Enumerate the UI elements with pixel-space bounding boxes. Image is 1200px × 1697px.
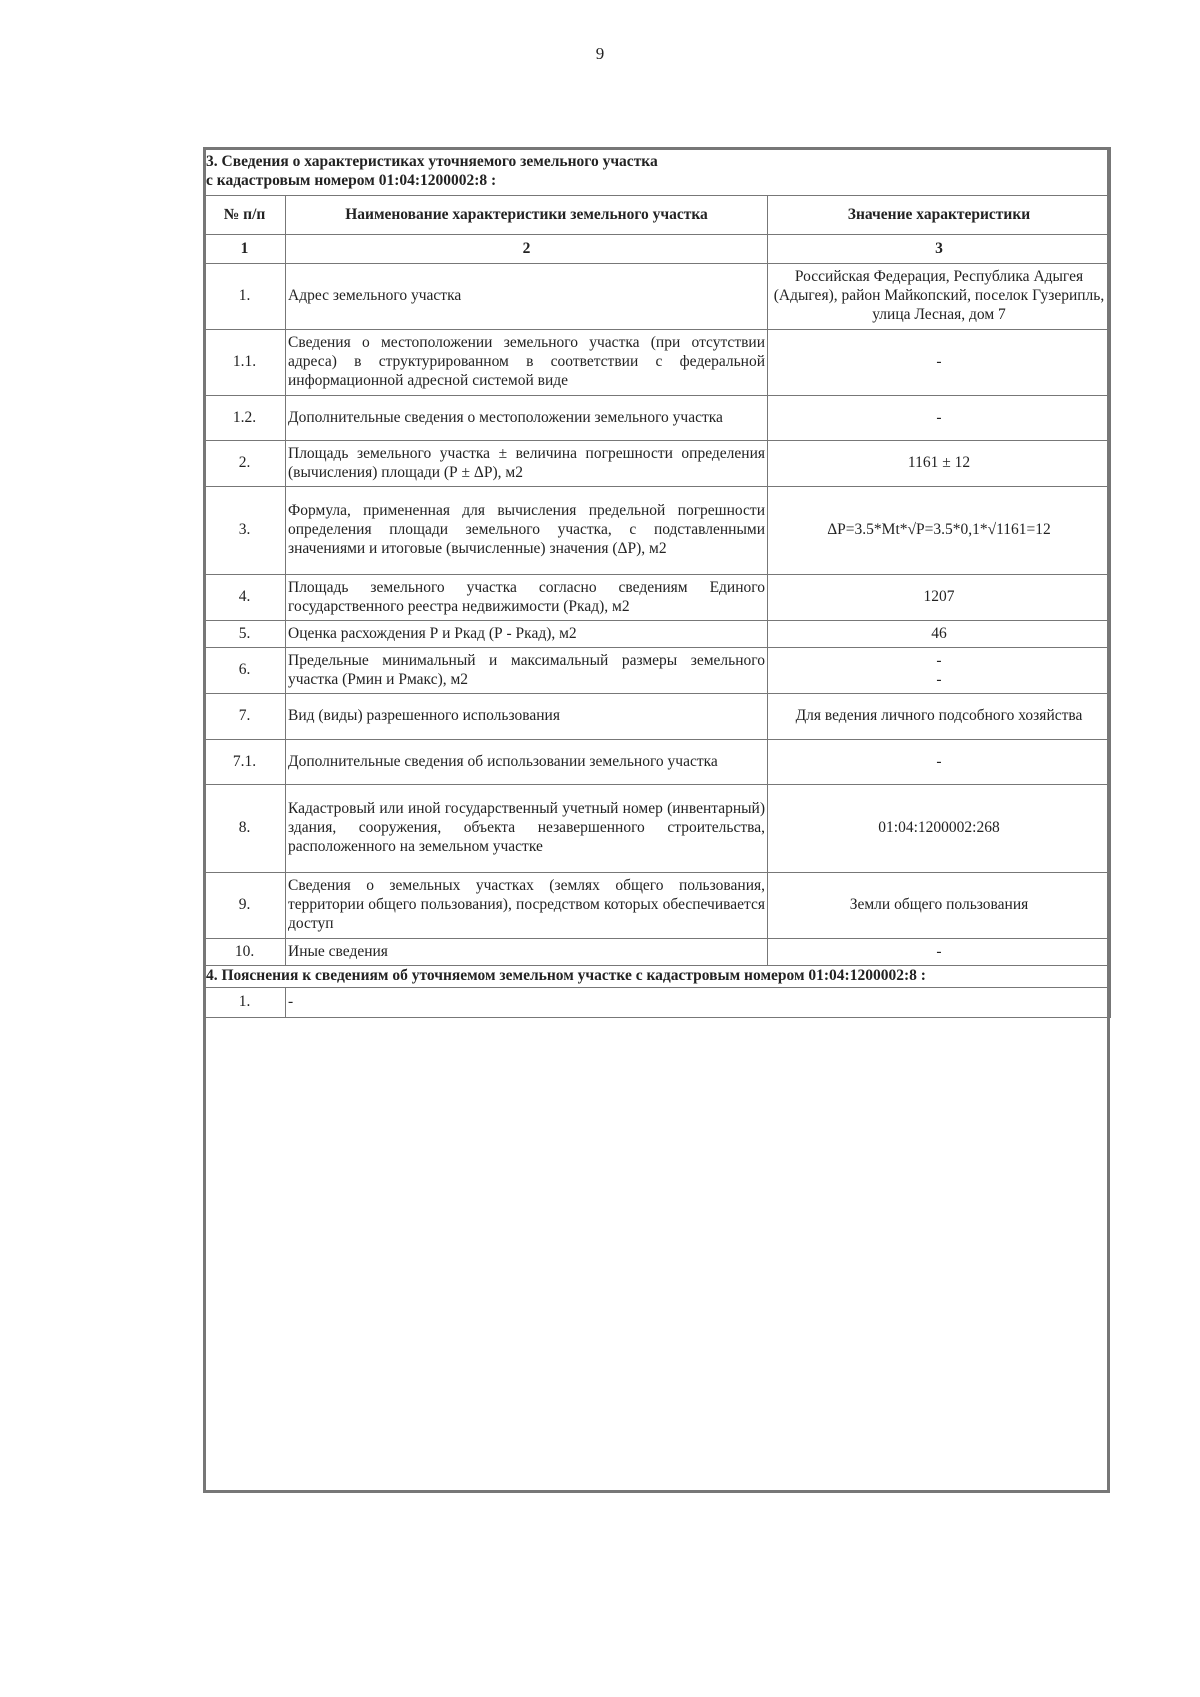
row-name: Кадастровый или иной государственный учетный номер (инвентарный) здания, сооружения, объекта незавершенного строительства, расположенного на земельном участке [286,785,768,873]
table-row [204,396,1111,441]
row-name: Вид (виды) разрешенного использования [286,694,768,740]
row-number: 1.2. [204,396,286,441]
table-row [204,264,1111,330]
table-row [204,694,1111,740]
row-value: 46 [768,621,1111,648]
table-header-row [204,196,1111,235]
table-row [204,441,1111,487]
row-value: 1207 [768,575,1111,621]
row-number: 2. [204,441,286,487]
table-row [204,987,1111,1017]
table-row [204,621,1111,648]
section3-title-row [204,148,1111,196]
table-row [204,487,1111,575]
row-number: 4. [204,575,286,621]
row-name: Площадь земельного участка согласно сведениям Единого государственного реестра недвижимости (Ркад), м2 [286,575,768,621]
row-value [768,648,1111,694]
row-number: 3. [204,487,286,575]
header-number: № п/п [204,196,286,235]
row-name: Оценка расхождения Р и Ркад (Р - Ркад), м2 [286,621,768,648]
row-number: 1. [204,264,286,330]
row-value: - [768,396,1111,441]
table-row [204,330,1111,396]
row-value: ΔP=3.5*Mt*√P=3.5*0,1*√1161=12 [768,487,1111,575]
row-value: 1161 ± 12 [768,441,1111,487]
row-value-min: - [936,651,942,669]
table-row [204,939,1111,966]
row-number: 1. [204,987,286,1017]
row-name: Иные сведения [286,939,768,966]
row-number: 1.1. [204,330,286,396]
row-value: Земли общего пользования [768,873,1111,939]
section4-title-row [204,966,1111,988]
row-number: 7.1. [204,740,286,785]
row-number: 5. [204,621,286,648]
page-number: 9 [595,44,605,63]
row-value: - [768,939,1111,966]
section3-title [204,148,1111,196]
table-row [204,740,1111,785]
row-name: Дополнительные сведения о местоположении земельного участка [286,396,768,441]
column-number-1: 1 [204,235,286,264]
row-value: - [768,330,1111,396]
row-number: 8. [204,785,286,873]
table-row [204,873,1111,939]
row-name: Сведения о местоположении земельного участка (при отсутствии адреса) в структурированном в соответствии с федеральной информационной адресной системой виде [286,330,768,396]
row-value: - [768,740,1111,785]
row-value-max: - [936,670,942,688]
row-text: - [286,987,1111,1017]
header-name: Наименование характеристики земельного участка [286,196,768,235]
row-name: Адрес земельного участка [286,264,768,330]
table-row [204,785,1111,873]
table-row [204,575,1111,621]
row-name: Дополнительные сведения об использовании земельного участка [286,740,768,785]
characteristics-table [203,147,1111,1018]
row-name: Формула, примененная для вычисления предельной погрешности определения площади земельного участка, с подставленными значениями и итоговые (вычисленные) значения (ΔР), м2 [286,487,768,575]
column-number-3: 3 [768,235,1111,264]
table-row [204,648,1111,694]
row-value: 01:04:1200002:268 [768,785,1111,873]
section3-title-line2: с кадастровым номером 01:04:1200002:8 : [206,171,497,189]
row-number: 9. [204,873,286,939]
row-number: 7. [204,694,286,740]
column-number-2: 2 [286,235,768,264]
row-name: Площадь земельного участка ± величина погрешности определения (вычисления) площади (Р ± ΔР), м2 [286,441,768,487]
section4-title: 4. Пояснения к сведениям об уточняемом земельном участке с кадастровым номером 01:04:1200002:8 : [204,966,1111,988]
row-name: Предельные минимальный и максимальный размеры земельного участка (Рмин и Рмакс), м2 [286,648,768,694]
column-number-row [204,235,1111,264]
row-number: 10. [204,939,286,966]
row-name: Сведения о земельных участках (землях общего пользования, территории общего пользования), посредством которых обеспечивается доступ [286,873,768,939]
row-value: Для ведения личного подсобного хозяйства [768,694,1111,740]
row-value: Российская Федерация, Республика Адыгея (Адыгея), район Майкопский, поселок Гузерипль, улица Лесная, дом 7 [768,264,1111,330]
row-number: 6. [204,648,286,694]
header-value: Значение характеристики [768,196,1111,235]
section3-title-line1: 3. Сведения о характеристиках уточняемого земельного участка [206,152,658,170]
